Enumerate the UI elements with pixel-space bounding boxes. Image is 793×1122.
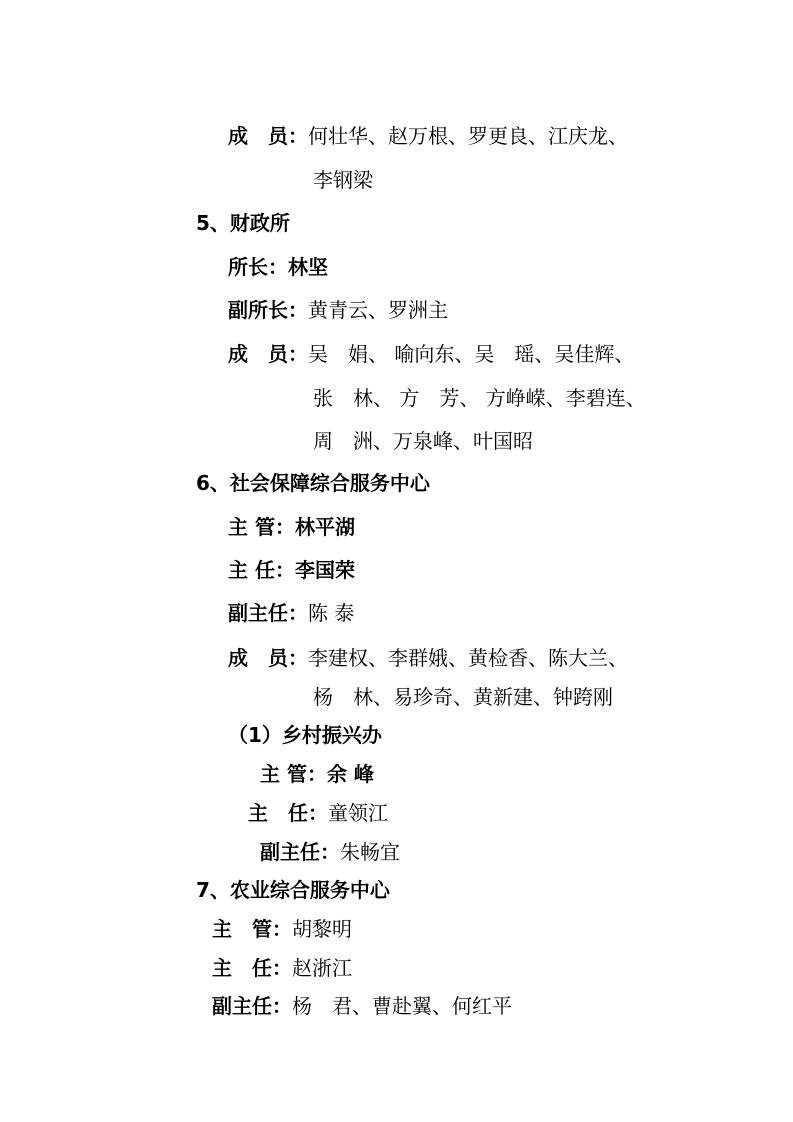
director-label: 主 任： bbox=[228, 558, 295, 582]
deputy-name: 陈 泰 bbox=[308, 601, 355, 625]
s6-deputy-row bbox=[228, 599, 354, 627]
deputy-label: 副主任： bbox=[212, 994, 292, 1018]
s7-director-row bbox=[212, 954, 352, 982]
deputy-names: 黄青云、罗洲主 bbox=[308, 298, 448, 322]
members-label: 成 员： bbox=[228, 646, 308, 670]
members-list: 何壮华、赵万根、罗更良、江庆龙、 bbox=[308, 124, 628, 148]
supervisor-name: 胡黎明 bbox=[292, 917, 352, 941]
deputy-name: 朱畅宜 bbox=[340, 840, 400, 864]
director-label: 主 任： bbox=[248, 801, 328, 825]
supervisor-name: 余 峰 bbox=[326, 762, 374, 786]
s4-members-continued: 李钢梁 bbox=[313, 168, 373, 192]
sub1-supervisor-row bbox=[260, 760, 374, 788]
s6-members-row bbox=[228, 644, 628, 672]
s7-deputy-row bbox=[212, 992, 512, 1020]
members-list: 吴 娟、 喻向东、吴 瑶、吴佳辉、 bbox=[308, 342, 635, 366]
deputy-names: 杨 君、曹赴翼、何红平 bbox=[292, 994, 512, 1018]
director-name: 林坚 bbox=[288, 255, 328, 279]
s5-members-row bbox=[228, 340, 634, 368]
sub1-deputy-row bbox=[260, 838, 400, 866]
members-list: 李建权、李群娥、黄检香、陈大兰、 bbox=[308, 646, 628, 670]
members-label: 成 员： bbox=[228, 342, 308, 366]
s5-members-continued-2: 周 洲、万泉峰、叶国昭 bbox=[313, 429, 533, 453]
supervisor-label: 主 管： bbox=[228, 515, 295, 539]
s6-director-row bbox=[228, 556, 355, 584]
supervisor-name: 林平湖 bbox=[294, 515, 355, 539]
s4-members-row bbox=[228, 122, 628, 150]
director-label: 主 任： bbox=[212, 956, 292, 980]
deputy-label: 副所长： bbox=[228, 298, 308, 322]
section-heading-7: 7、农业综合服务中心 bbox=[196, 878, 390, 902]
s6-supervisor-row bbox=[228, 513, 355, 541]
director-label: 所长： bbox=[228, 255, 288, 279]
section-heading-6: 6、社会保障综合服务中心 bbox=[196, 471, 430, 495]
director-name: 童领江 bbox=[328, 801, 388, 825]
s5-director-row bbox=[228, 253, 328, 281]
s6-members-continued: 杨 林、易珍奇、黄新建、钟跨刚 bbox=[313, 685, 613, 709]
members-label: 成 员： bbox=[228, 124, 308, 148]
sub1-director-row bbox=[248, 799, 388, 827]
section-heading-5: 5、财政所 bbox=[196, 211, 290, 235]
director-name: 赵浙江 bbox=[292, 956, 352, 980]
s5-members-continued-1: 张 林、 方 芳、 方峥嵘、李碧连、 bbox=[313, 386, 646, 410]
director-name: 李国荣 bbox=[294, 558, 355, 582]
s5-deputy-row bbox=[228, 296, 448, 324]
subsection-heading-1: （1）乡村振兴办 bbox=[228, 723, 382, 747]
supervisor-label: 主 管： bbox=[260, 762, 327, 786]
supervisor-label: 主 管： bbox=[212, 917, 292, 941]
s7-supervisor-row bbox=[212, 915, 352, 943]
deputy-label: 副主任： bbox=[260, 840, 340, 864]
deputy-label: 副主任： bbox=[228, 601, 308, 625]
